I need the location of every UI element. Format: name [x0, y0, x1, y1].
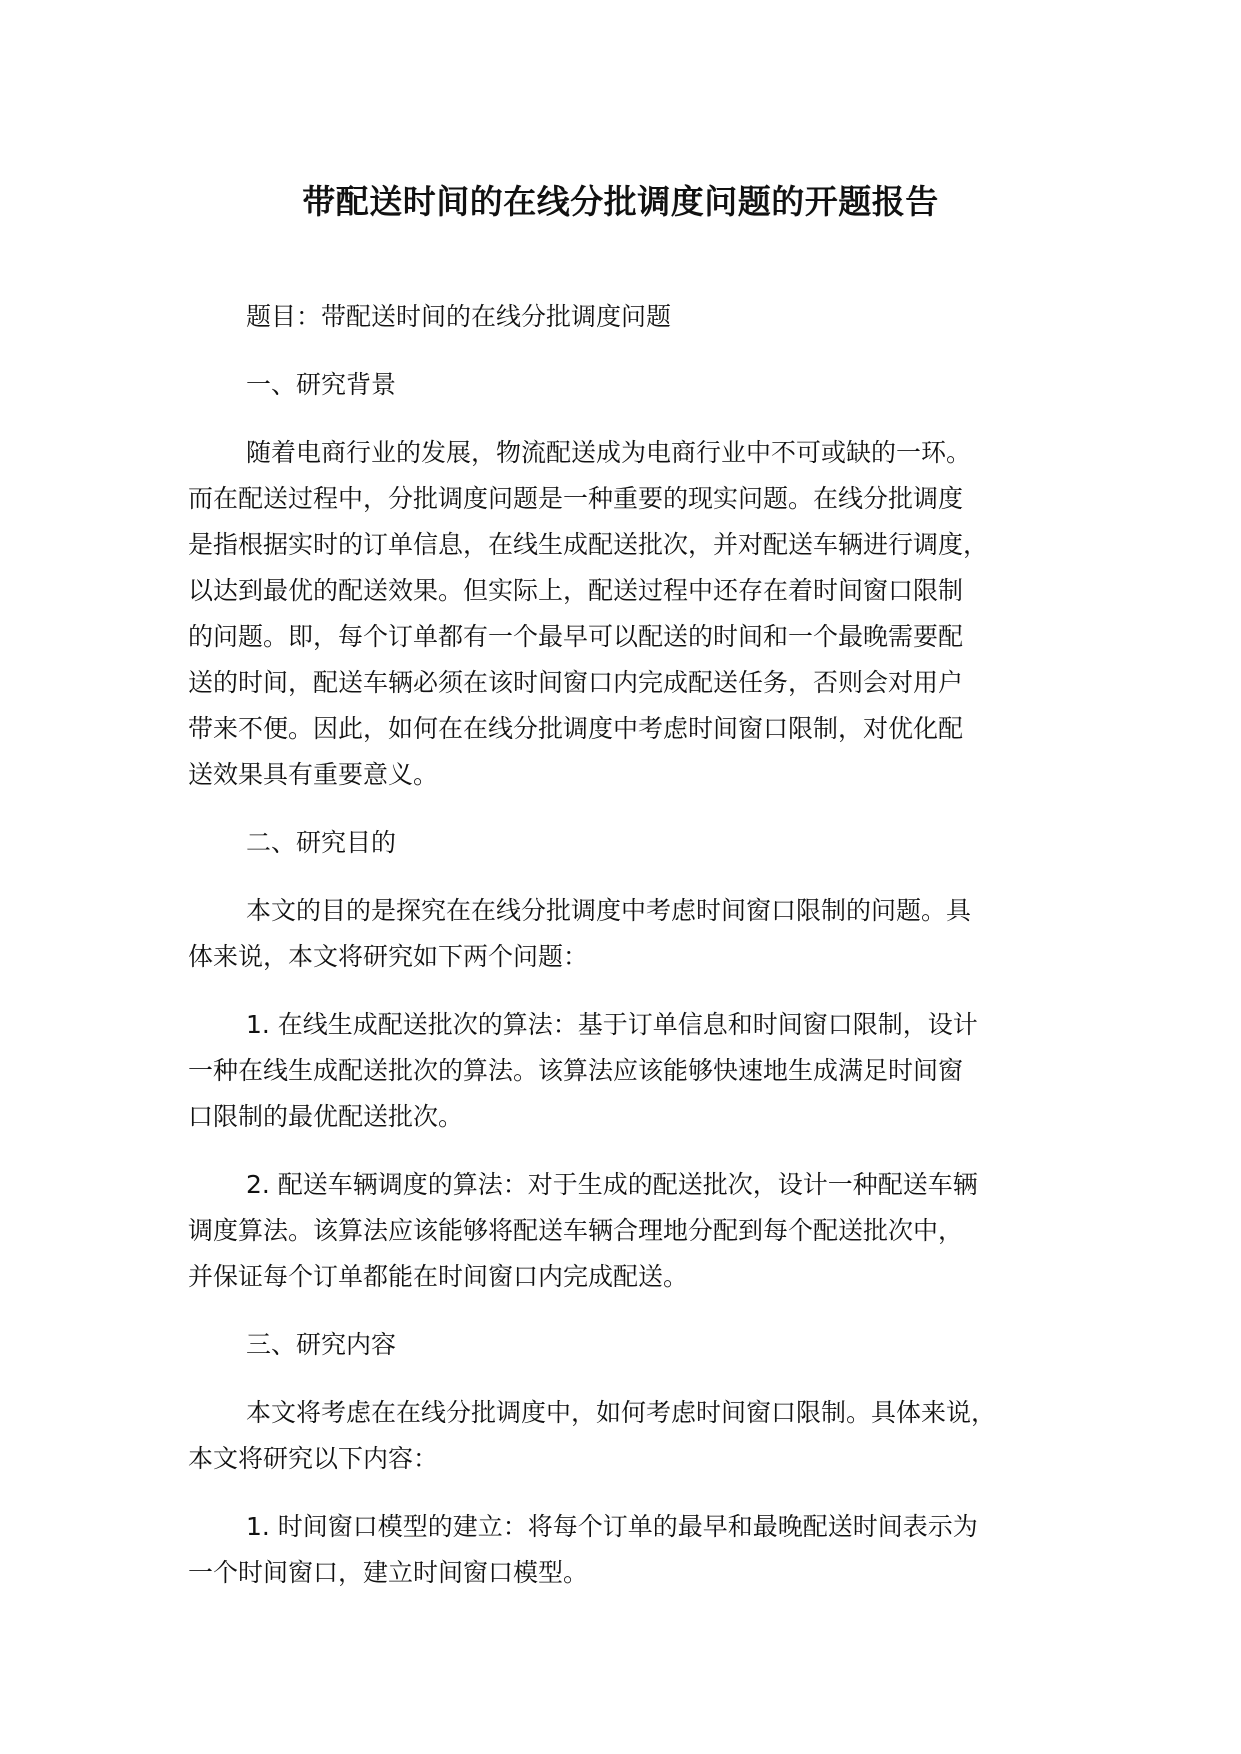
paragraph-line: 本文将考虑在在线分批调度中，如何考虑时间窗口限制。具体来说，	[246, 1398, 997, 1427]
paragraph-line: 一个时间窗口，建立时间窗口模型。	[188, 1558, 589, 1587]
paragraph-line: 2. 配送车辆调度的算法：对于生成的配送批次，设计一种配送车辆	[246, 1170, 978, 1199]
section-heading: 三、研究内容	[246, 1330, 397, 1359]
paragraph-line: 带来不便。因此，如何在在线分批调度中考虑时间窗口限制，对优化配	[188, 714, 964, 743]
topic-line	[188, 294, 1088, 340]
list-item-1	[188, 1002, 1088, 1140]
document-title: 带配送时间的在线分批调度问题的开题报告	[302, 182, 939, 221]
paragraph-line: 送效果具有重要意义。	[188, 760, 439, 789]
paragraph-line: 本文将研究以下内容：	[188, 1444, 439, 1473]
document-body	[188, 294, 1088, 1618]
paragraph-line: 1. 时间窗口模型的建立：将每个订单的最早和最晚配送时间表示为	[246, 1512, 978, 1541]
paragraph-line: 本文的目的是探究在在线分批调度中考虑时间窗口限制的问题。具	[246, 896, 972, 925]
paragraph-background	[188, 430, 1088, 798]
section-heading-purpose	[188, 820, 1088, 866]
paragraph-line: 题目：带配送时间的在线分批调度问题	[246, 302, 672, 331]
paragraph-line: 口限制的最优配送批次。	[188, 1102, 464, 1131]
paragraph-line: 调度算法。该算法应该能够将配送车辆合理地分配到每个配送批次中，	[188, 1216, 964, 1245]
paragraph-line: 的问题。即，每个订单都有一个最早可以配送的时间和一个最晚需要配	[188, 622, 964, 651]
paragraph-line: 随着电商行业的发展，物流配送成为电商行业中不可或缺的一环。	[246, 438, 972, 467]
list-item-2	[188, 1162, 1088, 1300]
paragraph-line: 并保证每个订单都能在时间窗口内完成配送。	[188, 1262, 689, 1291]
paragraph-line: 是指根据实时的订单信息，在线生成配送批次，并对配送车辆进行调度，	[188, 530, 989, 559]
section-heading-content	[188, 1322, 1088, 1368]
paragraph-line: 而在配送过程中，分批调度问题是一种重要的现实问题。在线分批调度	[188, 484, 964, 513]
paragraph-line: 以达到最优的配送效果。但实际上，配送过程中还存在着时间窗口限制	[188, 576, 964, 605]
paragraph-line: 一种在线生成配送批次的算法。该算法应该能够快速地生成满足时间窗	[188, 1056, 964, 1085]
section-heading-background	[188, 362, 1088, 408]
list-item-content-1	[188, 1504, 1088, 1596]
section-heading: 二、研究目的	[246, 828, 397, 857]
paragraph-line: 体来说，本文将研究如下两个问题：	[188, 942, 589, 971]
paragraph-line: 送的时间，配送车辆必须在该时间窗口内完成配送任务，否则会对用户	[188, 668, 964, 697]
paragraph-content	[188, 1390, 1088, 1482]
paragraph-purpose	[188, 888, 1088, 980]
section-heading: 一、研究背景	[246, 370, 397, 399]
paragraph-line: 1. 在线生成配送批次的算法：基于订单信息和时间窗口限制，设计	[246, 1010, 978, 1039]
